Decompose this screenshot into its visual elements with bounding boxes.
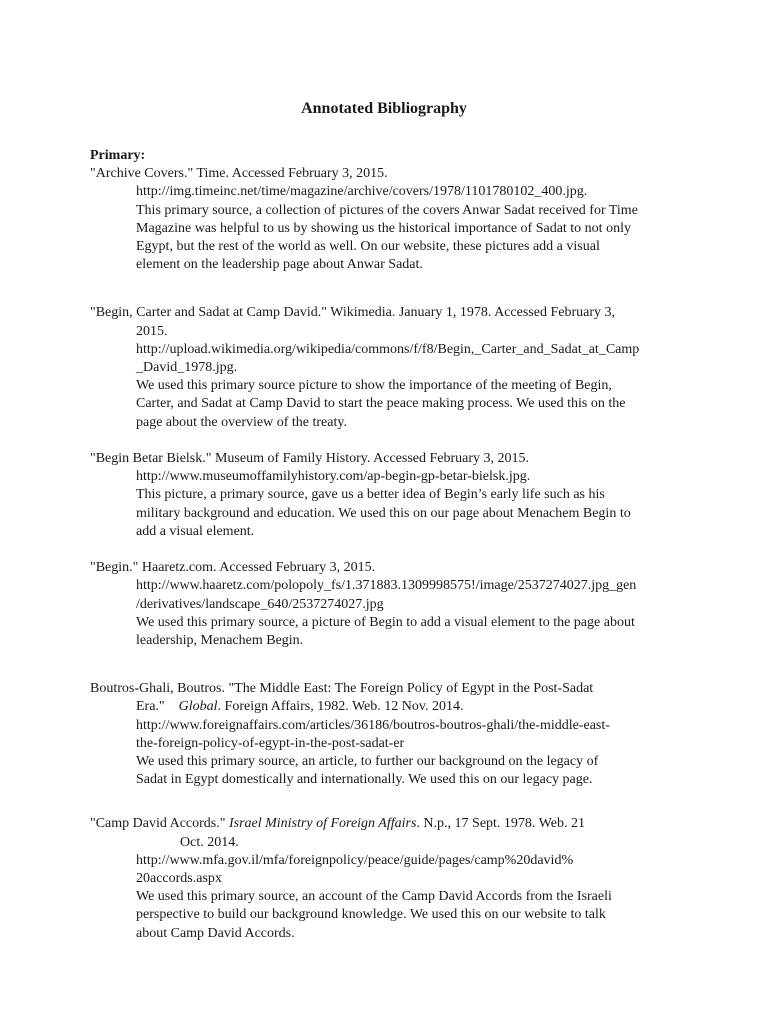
- entry-url: http://www.museumoffamilyhistory.com/ap-begin-gp-betar-bielsk.jpg.: [136, 469, 531, 485]
- entry-annotation-line: Egypt, but the rest of the world as well. On our website, these pictures add a visual: [136, 239, 600, 255]
- entry-annotation-line: We used this primary source, an account of the Camp David Accords from the Israeli: [136, 889, 612, 905]
- publisher-title: Israel Ministry of Foreign Affairs: [228, 816, 417, 832]
- entry-annotation-line: Carter, and Sadat at Camp David to start the peace making process. We used this on the: [136, 396, 626, 412]
- entry-annotation-line: We used this primary source, a picture of Begin to add a visual element to the page about: [136, 614, 635, 630]
- citation-prefix: "Camp David Accords.": [90, 816, 226, 832]
- entry-annotation-line: perspective to build our background knowledge. We used this on our website to talk: [136, 907, 606, 923]
- entry-url: http://img.timeinc.net/time/magazine/archive/covers/1978/1101780102_400.jpg.: [136, 184, 588, 200]
- entry-citation: "Begin." Haaretz.com. Accessed February 3, 2015.: [90, 560, 376, 576]
- page-title: Annotated Bibliography: [301, 100, 467, 117]
- bibliography-entry: [90, 680, 690, 789]
- bibliography-entry: [90, 559, 690, 650]
- bibliography-body: [90, 147, 690, 943]
- entry-url: http://www.mfa.gov.il/mfa/foreignpolicy/peace/guide/pages/camp%20david%: [136, 852, 574, 868]
- entry-annotation-line: leadership, Menachem Begin.: [136, 633, 304, 649]
- entry-citation: Boutros-Ghali, Boutros. "The Middle East: The Foreign Policy of Egypt in the Post-Sadat: [90, 681, 594, 697]
- entry-citation: "Begin, Carter and Sadat at Camp David." Wikimedia. January 1, 1978. Accessed February 3,: [90, 305, 615, 321]
- entry-annotation-line: Sadat in Egypt domestically and internationally. We used this on our legacy page.: [136, 772, 593, 788]
- entry-annotation-line: page about the overview of the treaty.: [136, 414, 347, 430]
- entry-citation: "Begin Betar Bielsk." Museum of Family History. Accessed February 3, 2015.: [90, 451, 530, 467]
- entry-url: the-foreign-policy-of-egypt-in-the-post-sadat-er: [136, 735, 405, 751]
- entry-annotation-line: Magazine was helpful to us by showing us the historical importance of Sadat to not only: [136, 220, 631, 236]
- entry-url: _David_1978.jpg.: [136, 360, 238, 376]
- entry-annotation-line: element on the leadership page about Anwar Sadat.: [136, 257, 423, 273]
- entry-annotation-line: This picture, a primary source, gave us a better idea of Begin’s early life such as his: [136, 487, 605, 503]
- entry-citation: "Archive Covers." Time. Accessed February 3, 2015.: [90, 166, 388, 182]
- bibliography-entry: [90, 450, 690, 541]
- entry-annotation-line: add a visual element.: [136, 523, 255, 539]
- journal-title: Global: [178, 699, 218, 715]
- entry-citation-continued: Oct. 2014.: [180, 834, 239, 850]
- bibliography-entry: [90, 165, 690, 274]
- entry-citation-continued: 2015.: [136, 323, 168, 339]
- entry-citation: [90, 815, 690, 833]
- citation-continued-prefix: Era.": [136, 699, 165, 715]
- citation-suffix: . N.p., 17 Sept. 1978. Web. 21: [416, 816, 585, 832]
- entry-url: http://www.haaretz.com/polopoly_fs/1.371883.1309998575!/image/2537274027.jpg_gen: [136, 578, 637, 594]
- entry-url: 20accords.aspx: [136, 871, 222, 887]
- citation-continued-suffix: . Foreign Affairs, 1982. Web. 12 Nov. 2014.: [217, 699, 464, 715]
- entry-url: http://www.foreignaffairs.com/articles/36186/boutros-boutros-ghali/the-middle-east-: [136, 717, 610, 733]
- entry-annotation-line: about Camp David Accords.: [136, 925, 295, 941]
- entry-annotation-line: This primary source, a collection of pictures of the covers Anwar Sadat received for Time: [136, 202, 638, 218]
- section-label-primary: Primary:: [90, 148, 146, 163]
- entry-annotation-line: military background and education. We used this on our page about Menachem Begin to: [136, 505, 631, 521]
- bibliography-entry: [90, 815, 690, 942]
- entry-annotation-line: We used this primary source picture to show the importance of the meeting of Begin,: [136, 378, 612, 394]
- entry-citation-continued: [90, 698, 690, 716]
- entry-url: http://upload.wikimedia.org/wikipedia/commons/f/f8/Begin,_Carter_and_Sadat_at_Camp: [136, 341, 640, 357]
- entry-annotation-line: We used this primary source, an article, to further our background on the legacy of: [136, 754, 599, 770]
- bibliography-entry: [90, 304, 690, 431]
- entry-url: /derivatives/landscape_640/2537274027.jpg: [136, 596, 384, 612]
